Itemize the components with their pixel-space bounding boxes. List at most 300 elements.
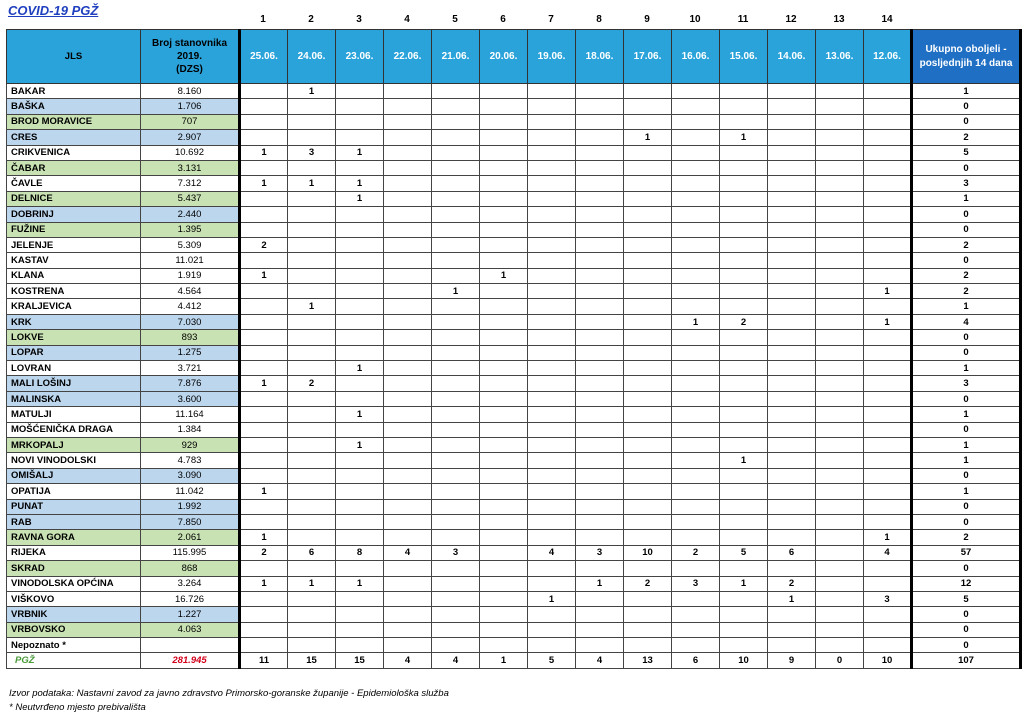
- daily-case-cell: [528, 530, 576, 545]
- daily-case-cell: [672, 468, 720, 483]
- daily-case-cell: [240, 468, 288, 483]
- daily-case-cell: 3: [288, 145, 336, 160]
- daily-case-cell: [288, 345, 336, 360]
- header-total-line2: posljednjih 14 dana: [919, 57, 1013, 69]
- daily-case-cell: [240, 345, 288, 360]
- daily-case-cell: [624, 437, 672, 452]
- municipality-name: OMIŠALJ: [7, 468, 141, 483]
- daily-case-cell: [864, 114, 912, 129]
- daily-case-cell: [432, 484, 480, 499]
- daily-case-cell: [816, 422, 864, 437]
- daily-case-cell: 1: [720, 130, 768, 145]
- daily-case-cell: [528, 160, 576, 175]
- daily-case-cell: [240, 330, 288, 345]
- daily-case-cell: [288, 222, 336, 237]
- daily-case-cell: [816, 99, 864, 114]
- daily-case-cell: [624, 160, 672, 175]
- daily-case-cell: [624, 299, 672, 314]
- daily-case-cell: 1: [480, 268, 528, 283]
- daily-case-cell: [336, 160, 384, 175]
- daily-case-cell: [528, 453, 576, 468]
- header-row: [7, 30, 1021, 84]
- daily-case-cell: [336, 561, 384, 576]
- daily-case-cell: [432, 114, 480, 129]
- daily-case-cell: [816, 530, 864, 545]
- table-row: [7, 176, 1021, 191]
- daily-case-cell: [816, 268, 864, 283]
- daily-case-cell: [816, 391, 864, 406]
- municipality-name: FUŽINE: [7, 222, 141, 237]
- daily-case-cell: [528, 191, 576, 206]
- daily-case-cell: [480, 437, 528, 452]
- daily-case-cell: [624, 591, 672, 606]
- daily-case-cell: [432, 407, 480, 422]
- total-cell: 0: [912, 222, 1021, 237]
- daily-case-cell: [432, 514, 480, 529]
- total-cell: 1: [912, 191, 1021, 206]
- daily-case-cell: [528, 607, 576, 622]
- daily-case-cell: [528, 222, 576, 237]
- municipality-name: NOVI VINODOLSKI: [7, 453, 141, 468]
- municipality-name: VIŠKOVO: [7, 591, 141, 606]
- summary-day-total: 15: [288, 653, 336, 668]
- table-row: [7, 207, 1021, 222]
- daily-case-cell: [240, 437, 288, 452]
- daily-case-cell: [528, 299, 576, 314]
- daily-case-cell: [864, 207, 912, 222]
- column-number: 5: [452, 14, 458, 25]
- daily-case-cell: [768, 99, 816, 114]
- daily-case-cell: [480, 299, 528, 314]
- daily-case-cell: [816, 160, 864, 175]
- daily-case-cell: [240, 284, 288, 299]
- source-note: Izvor podataka: Nastavni zavod za javno zdravstvo Primorsko-goranske županije - Epidemiološka služba: [9, 688, 449, 699]
- population-cell: 7.876: [141, 376, 240, 391]
- daily-case-cell: [672, 99, 720, 114]
- daily-case-cell: [384, 484, 432, 499]
- daily-case-cell: 1: [624, 130, 672, 145]
- table-row: [7, 576, 1021, 591]
- daily-case-cell: [624, 114, 672, 129]
- daily-case-cell: [864, 84, 912, 99]
- daily-case-cell: [864, 453, 912, 468]
- population-cell: 1.992: [141, 499, 240, 514]
- daily-case-cell: [240, 207, 288, 222]
- daily-case-cell: [528, 422, 576, 437]
- daily-case-cell: [480, 253, 528, 268]
- population-cell: 2.440: [141, 207, 240, 222]
- municipality-name: LOVRAN: [7, 361, 141, 376]
- daily-case-cell: [240, 84, 288, 99]
- total-cell: 0: [912, 330, 1021, 345]
- municipality-name: BROD MORAVICE: [7, 114, 141, 129]
- header-date: 17.06.: [624, 30, 672, 84]
- daily-case-cell: [768, 468, 816, 483]
- summary-day-total: 11: [240, 653, 288, 668]
- daily-case-cell: [288, 530, 336, 545]
- daily-case-cell: [768, 222, 816, 237]
- total-cell: 0: [912, 99, 1021, 114]
- total-cell: 0: [912, 561, 1021, 576]
- daily-case-cell: [240, 391, 288, 406]
- daily-case-cell: [384, 407, 432, 422]
- daily-case-cell: [480, 330, 528, 345]
- daily-case-cell: [576, 391, 624, 406]
- daily-case-cell: 1: [240, 176, 288, 191]
- daily-case-cell: 3: [672, 576, 720, 591]
- daily-case-cell: [480, 99, 528, 114]
- daily-case-cell: [816, 253, 864, 268]
- daily-case-cell: [720, 114, 768, 129]
- daily-case-cell: [576, 237, 624, 252]
- daily-case-cell: [576, 638, 624, 653]
- daily-case-cell: [672, 437, 720, 452]
- summary-row: [7, 653, 1021, 668]
- daily-case-cell: [720, 145, 768, 160]
- table-row: [7, 530, 1021, 545]
- daily-case-cell: [480, 114, 528, 129]
- total-cell: 3: [912, 176, 1021, 191]
- population-cell: 3.090: [141, 468, 240, 483]
- daily-case-cell: [528, 391, 576, 406]
- daily-case-cell: [864, 576, 912, 591]
- daily-case-cell: [864, 191, 912, 206]
- daily-case-cell: [336, 314, 384, 329]
- table-row: [7, 407, 1021, 422]
- daily-case-cell: [336, 530, 384, 545]
- daily-case-cell: [672, 176, 720, 191]
- header-total: [912, 30, 1021, 84]
- daily-case-cell: [384, 607, 432, 622]
- daily-case-cell: [576, 284, 624, 299]
- daily-case-cell: [576, 453, 624, 468]
- municipality-name: JELENJE: [7, 237, 141, 252]
- daily-case-cell: [768, 530, 816, 545]
- daily-case-cell: [336, 330, 384, 345]
- daily-case-cell: 5: [720, 545, 768, 560]
- daily-case-cell: [672, 622, 720, 637]
- municipality-name: DOBRINJ: [7, 207, 141, 222]
- population-cell: 1.227: [141, 607, 240, 622]
- daily-case-cell: [528, 638, 576, 653]
- daily-case-cell: [240, 638, 288, 653]
- table-row: [7, 607, 1021, 622]
- daily-case-cell: [336, 638, 384, 653]
- daily-case-cell: [432, 422, 480, 437]
- table-row: [7, 84, 1021, 99]
- table-row: [7, 561, 1021, 576]
- daily-case-cell: [624, 499, 672, 514]
- daily-case-cell: [480, 284, 528, 299]
- daily-case-cell: [816, 237, 864, 252]
- summary-day-total: 13: [624, 653, 672, 668]
- daily-case-cell: [576, 607, 624, 622]
- total-cell: 0: [912, 468, 1021, 483]
- daily-case-cell: [384, 207, 432, 222]
- municipality-name: LOKVE: [7, 330, 141, 345]
- daily-case-cell: [336, 499, 384, 514]
- summary-day-total: 4: [432, 653, 480, 668]
- daily-case-cell: [864, 176, 912, 191]
- daily-case-cell: [288, 99, 336, 114]
- daily-case-cell: [528, 576, 576, 591]
- daily-case-cell: [336, 130, 384, 145]
- daily-case-cell: [384, 268, 432, 283]
- daily-case-cell: [672, 160, 720, 175]
- daily-case-cell: [768, 638, 816, 653]
- daily-case-cell: [480, 84, 528, 99]
- daily-case-cell: [768, 114, 816, 129]
- daily-case-cell: [432, 176, 480, 191]
- municipality-name: RAVNA GORA: [7, 530, 141, 545]
- daily-case-cell: [480, 499, 528, 514]
- daily-case-cell: [672, 222, 720, 237]
- header-population: [141, 30, 240, 84]
- daily-case-cell: [768, 130, 816, 145]
- daily-case-cell: [480, 145, 528, 160]
- municipality-name: RAB: [7, 514, 141, 529]
- daily-case-cell: [336, 484, 384, 499]
- daily-case-cell: [384, 84, 432, 99]
- daily-case-cell: [864, 376, 912, 391]
- table-row: [7, 222, 1021, 237]
- daily-case-cell: [240, 561, 288, 576]
- daily-case-cell: [432, 237, 480, 252]
- daily-case-cell: [720, 160, 768, 175]
- daily-case-cell: [480, 191, 528, 206]
- total-cell: 0: [912, 345, 1021, 360]
- table-row: [7, 99, 1021, 114]
- daily-case-cell: [480, 407, 528, 422]
- table-row: [7, 253, 1021, 268]
- daily-case-cell: [528, 499, 576, 514]
- total-cell: 2: [912, 284, 1021, 299]
- daily-case-cell: [240, 314, 288, 329]
- population-cell: 7.850: [141, 514, 240, 529]
- daily-case-cell: [480, 391, 528, 406]
- daily-case-cell: [432, 253, 480, 268]
- daily-case-cell: [768, 330, 816, 345]
- table-row: [7, 422, 1021, 437]
- daily-case-cell: [624, 84, 672, 99]
- daily-case-cell: [672, 422, 720, 437]
- daily-case-cell: [288, 407, 336, 422]
- total-cell: 5: [912, 145, 1021, 160]
- daily-case-cell: [432, 130, 480, 145]
- daily-case-cell: 2: [240, 545, 288, 560]
- daily-case-cell: [384, 284, 432, 299]
- daily-case-cell: [576, 361, 624, 376]
- daily-case-cell: [480, 176, 528, 191]
- daily-case-cell: [768, 514, 816, 529]
- municipality-name: MRKOPALJ: [7, 437, 141, 452]
- daily-case-cell: [288, 499, 336, 514]
- daily-case-cell: [864, 99, 912, 114]
- total-cell: 0: [912, 422, 1021, 437]
- daily-case-cell: [576, 253, 624, 268]
- municipality-name: ČAVLE: [7, 176, 141, 191]
- daily-case-cell: 1: [864, 530, 912, 545]
- header-date: 13.06.: [816, 30, 864, 84]
- municipality-name: PUNAT: [7, 499, 141, 514]
- daily-case-cell: [816, 576, 864, 591]
- daily-case-cell: [576, 530, 624, 545]
- daily-case-cell: [336, 468, 384, 483]
- daily-case-cell: [528, 130, 576, 145]
- daily-case-cell: [288, 207, 336, 222]
- daily-case-cell: [864, 638, 912, 653]
- daily-case-cell: [720, 237, 768, 252]
- daily-case-cell: [768, 345, 816, 360]
- header-date: 14.06.: [768, 30, 816, 84]
- daily-case-cell: [576, 514, 624, 529]
- daily-case-cell: [480, 607, 528, 622]
- daily-case-cell: [624, 284, 672, 299]
- daily-case-cell: 4: [528, 545, 576, 560]
- daily-case-cell: [864, 499, 912, 514]
- population-cell: 1.919: [141, 268, 240, 283]
- daily-case-cell: 1: [288, 576, 336, 591]
- daily-case-cell: [864, 130, 912, 145]
- daily-case-cell: [720, 191, 768, 206]
- daily-case-cell: [432, 345, 480, 360]
- daily-case-cell: [528, 514, 576, 529]
- daily-case-cell: [816, 191, 864, 206]
- daily-case-cell: [720, 253, 768, 268]
- daily-case-cell: 2: [768, 576, 816, 591]
- daily-case-cell: [432, 222, 480, 237]
- population-cell: 16.726: [141, 591, 240, 606]
- daily-case-cell: 2: [624, 576, 672, 591]
- municipality-name: SKRAD: [7, 561, 141, 576]
- daily-case-cell: [864, 361, 912, 376]
- daily-case-cell: [768, 361, 816, 376]
- daily-case-cell: [816, 114, 864, 129]
- daily-case-cell: [432, 530, 480, 545]
- daily-case-cell: [288, 237, 336, 252]
- header-date: 16.06.: [672, 30, 720, 84]
- daily-case-cell: [768, 176, 816, 191]
- daily-case-cell: [336, 453, 384, 468]
- population-cell: 7.030: [141, 314, 240, 329]
- summary-day-total: 15: [336, 653, 384, 668]
- daily-case-cell: 3: [576, 545, 624, 560]
- table-row: [7, 314, 1021, 329]
- daily-case-cell: [288, 253, 336, 268]
- column-number: 10: [689, 14, 701, 25]
- daily-case-cell: [624, 391, 672, 406]
- daily-case-cell: [384, 376, 432, 391]
- daily-case-cell: [672, 361, 720, 376]
- daily-case-cell: [720, 284, 768, 299]
- daily-case-cell: [432, 299, 480, 314]
- daily-case-cell: [576, 191, 624, 206]
- daily-case-cell: [432, 607, 480, 622]
- daily-case-cell: [816, 284, 864, 299]
- daily-case-cell: [720, 222, 768, 237]
- daily-case-cell: [528, 99, 576, 114]
- daily-case-cell: [576, 145, 624, 160]
- daily-case-cell: [720, 530, 768, 545]
- daily-case-cell: 4: [864, 545, 912, 560]
- daily-case-cell: 3: [864, 591, 912, 606]
- population-cell: 3.600: [141, 391, 240, 406]
- column-number: 3: [356, 14, 362, 25]
- daily-case-cell: [720, 391, 768, 406]
- daily-case-cell: [576, 207, 624, 222]
- column-number: 14: [881, 14, 893, 25]
- total-cell: 0: [912, 253, 1021, 268]
- daily-case-cell: [288, 622, 336, 637]
- daily-case-cell: [864, 407, 912, 422]
- daily-case-cell: [528, 114, 576, 129]
- daily-case-cell: [528, 314, 576, 329]
- daily-case-cell: [288, 484, 336, 499]
- population-cell: 1.275: [141, 345, 240, 360]
- daily-case-cell: 1: [240, 576, 288, 591]
- daily-case-cell: 1: [336, 576, 384, 591]
- daily-case-cell: [624, 191, 672, 206]
- daily-case-cell: [624, 530, 672, 545]
- table-row: [7, 545, 1021, 560]
- daily-case-cell: [768, 561, 816, 576]
- daily-case-cell: [480, 468, 528, 483]
- daily-case-cell: [384, 437, 432, 452]
- table-row: [7, 299, 1021, 314]
- daily-case-cell: [384, 391, 432, 406]
- table-row: [7, 237, 1021, 252]
- daily-case-cell: [816, 607, 864, 622]
- header-date: 20.06.: [480, 30, 528, 84]
- daily-case-cell: [624, 361, 672, 376]
- daily-case-cell: [672, 591, 720, 606]
- daily-case-cell: 6: [768, 545, 816, 560]
- population-cell: 8.160: [141, 84, 240, 99]
- daily-case-cell: [720, 484, 768, 499]
- daily-case-cell: [288, 160, 336, 175]
- daily-case-cell: [816, 376, 864, 391]
- daily-case-cell: [768, 391, 816, 406]
- daily-case-cell: [672, 391, 720, 406]
- daily-case-cell: [288, 314, 336, 329]
- daily-case-cell: [768, 84, 816, 99]
- daily-case-cell: [576, 437, 624, 452]
- daily-case-cell: [240, 253, 288, 268]
- daily-case-cell: [576, 299, 624, 314]
- daily-case-cell: [336, 591, 384, 606]
- daily-case-cell: [624, 176, 672, 191]
- total-cell: 1: [912, 84, 1021, 99]
- daily-case-cell: [816, 345, 864, 360]
- daily-case-cell: [288, 638, 336, 653]
- summary-day-total: 10: [864, 653, 912, 668]
- header-date: 23.06.: [336, 30, 384, 84]
- column-number: 2: [308, 14, 314, 25]
- daily-case-cell: 1: [240, 530, 288, 545]
- daily-case-cell: [480, 345, 528, 360]
- daily-case-cell: [672, 530, 720, 545]
- daily-case-cell: 1: [288, 84, 336, 99]
- daily-case-cell: [624, 314, 672, 329]
- daily-case-cell: [288, 561, 336, 576]
- table-row: [7, 453, 1021, 468]
- summary-day-total: 4: [384, 653, 432, 668]
- daily-case-cell: [768, 299, 816, 314]
- daily-case-cell: [432, 437, 480, 452]
- daily-case-cell: [624, 453, 672, 468]
- total-cell: 1: [912, 453, 1021, 468]
- total-cell: 0: [912, 622, 1021, 637]
